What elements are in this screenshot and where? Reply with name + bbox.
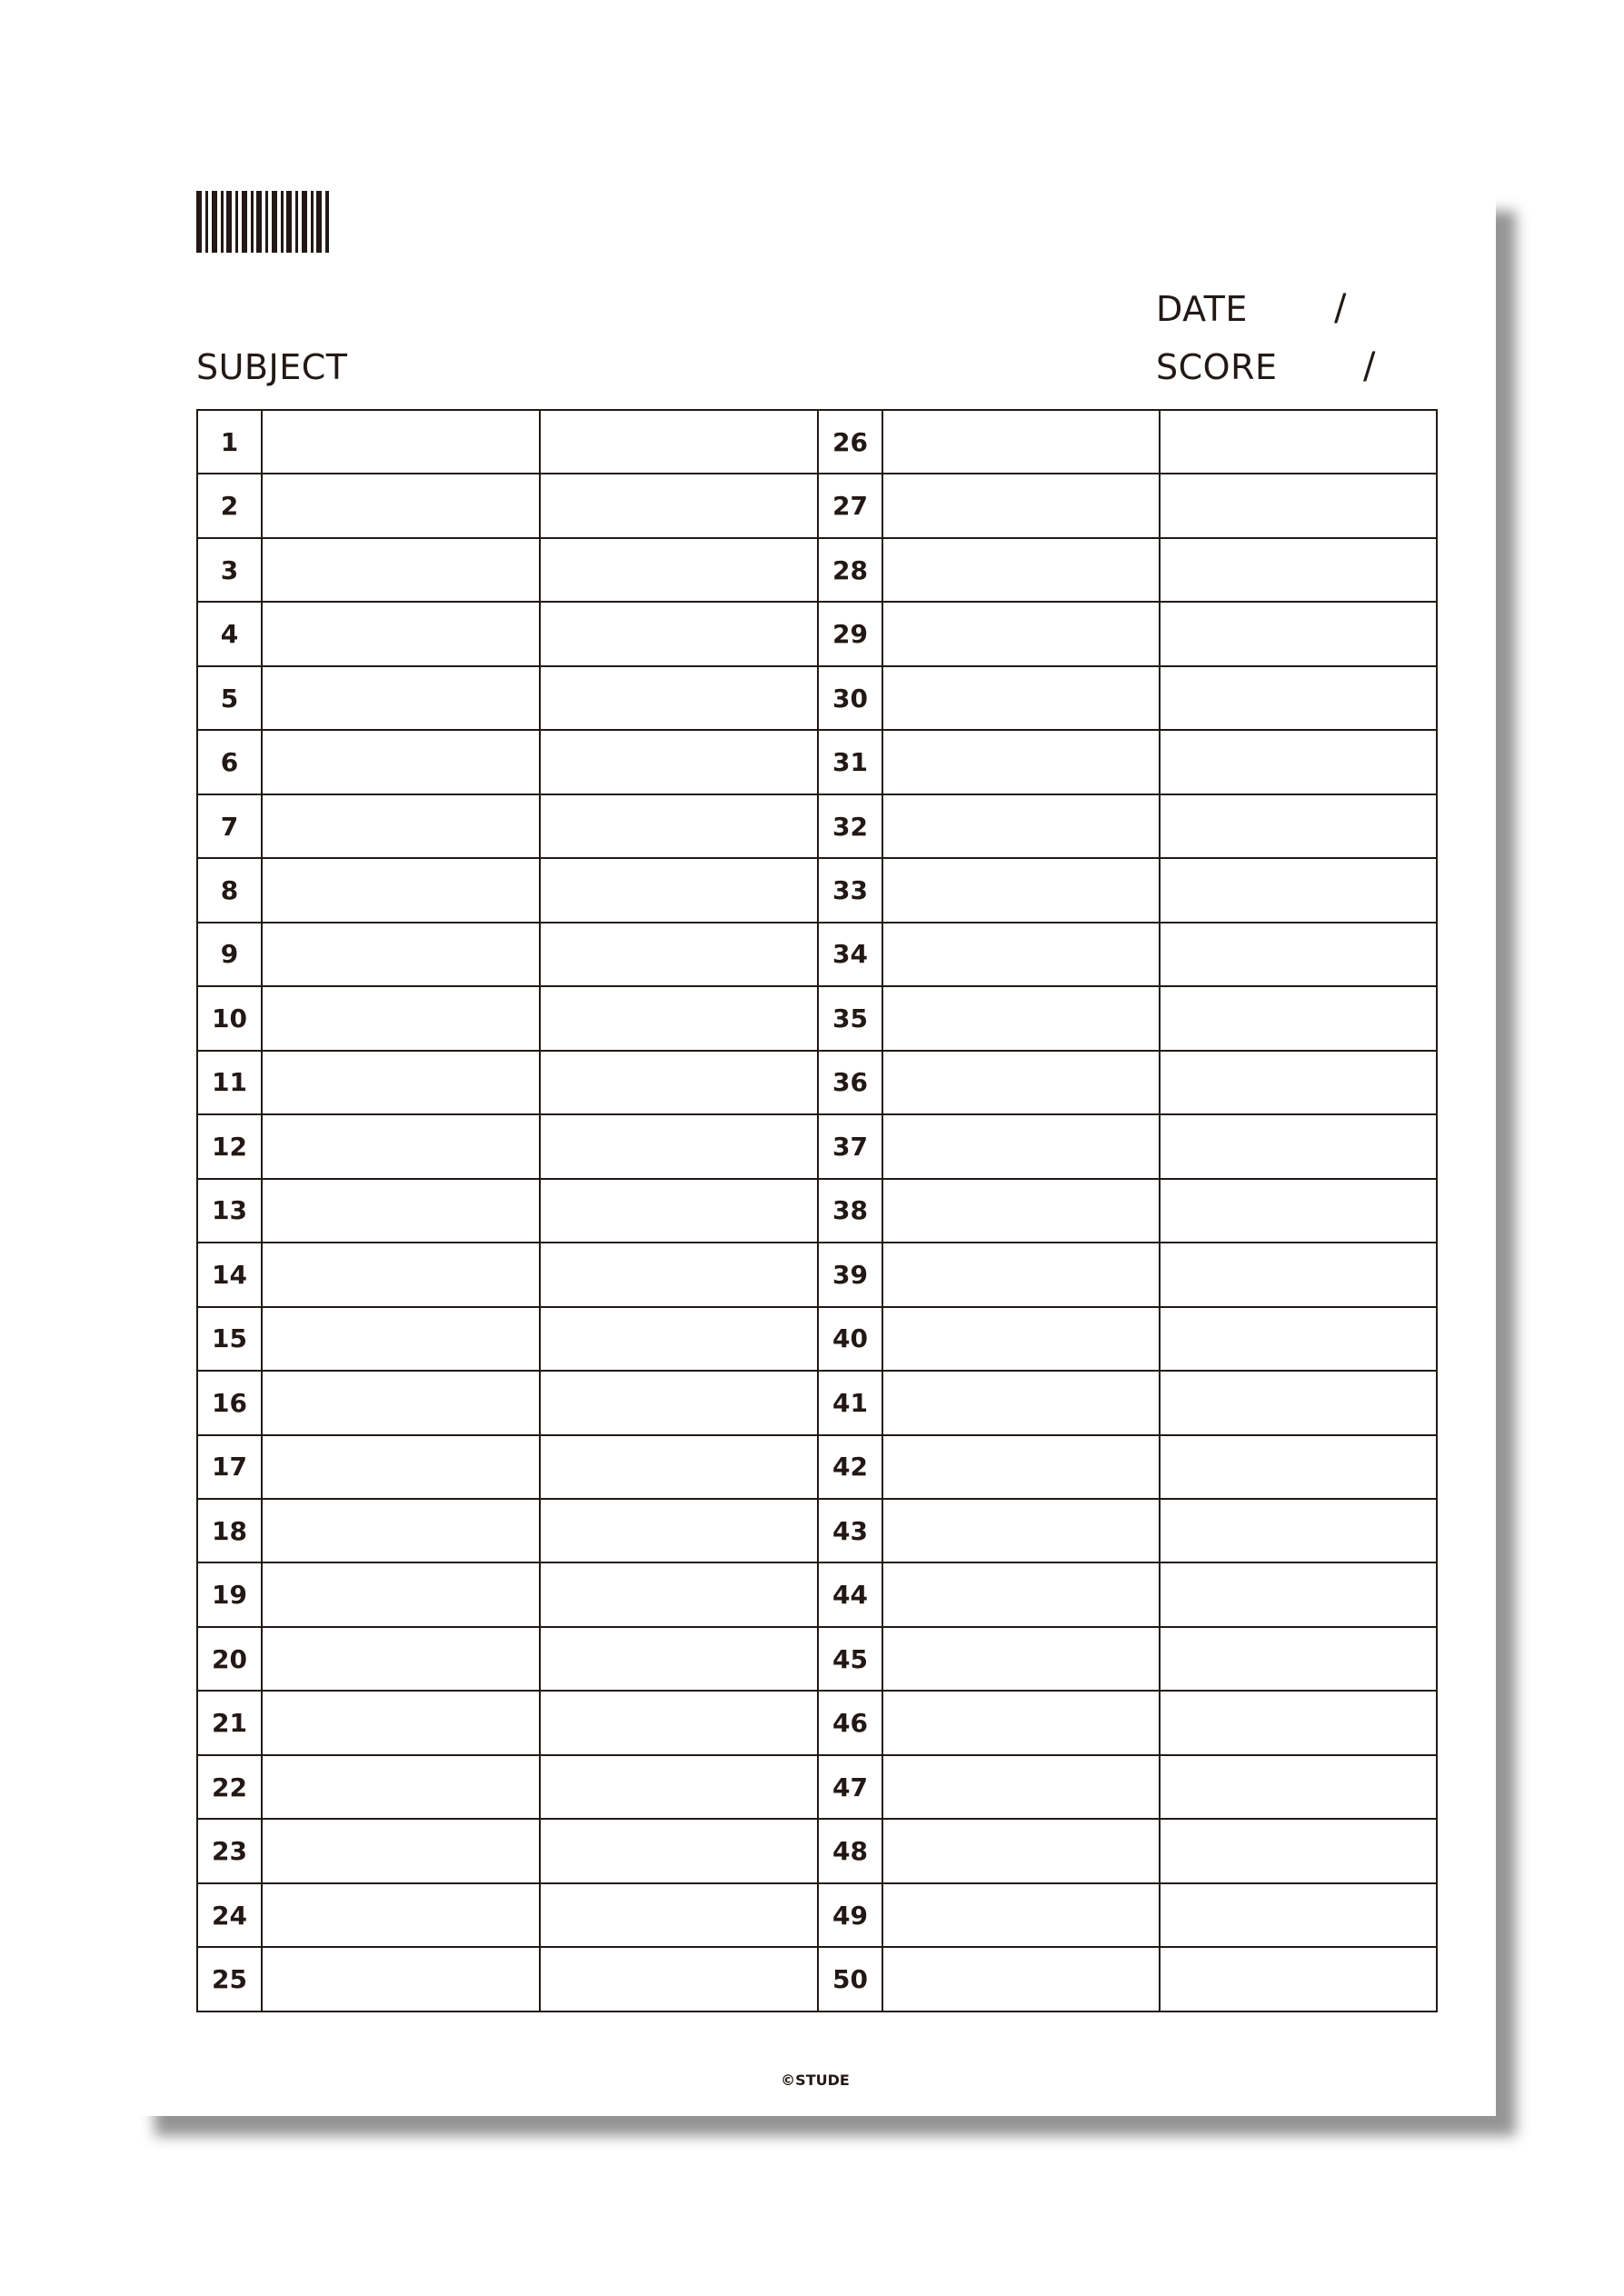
check-cell[interactable] bbox=[540, 1562, 818, 1626]
question-number-left: 3 bbox=[197, 538, 262, 602]
check-cell[interactable] bbox=[540, 666, 818, 730]
question-number-left: 24 bbox=[197, 1883, 262, 1947]
check-cell[interactable] bbox=[1160, 1243, 1437, 1306]
answer-cell[interactable] bbox=[262, 858, 540, 922]
check-cell[interactable] bbox=[1160, 730, 1437, 794]
question-number-right: 50 bbox=[818, 1947, 882, 2011]
question-number-right: 48 bbox=[818, 1819, 882, 1882]
check-cell[interactable] bbox=[540, 794, 818, 858]
table-row bbox=[197, 923, 1437, 986]
check-cell[interactable] bbox=[540, 1499, 818, 1562]
question-number-right: 26 bbox=[818, 410, 882, 474]
check-cell[interactable] bbox=[540, 858, 818, 922]
answer-cell[interactable] bbox=[882, 1755, 1160, 1819]
check-cell[interactable] bbox=[1160, 1499, 1437, 1562]
answer-cell[interactable] bbox=[262, 1691, 540, 1754]
question-number-right: 37 bbox=[818, 1114, 882, 1178]
question-number-right: 49 bbox=[818, 1883, 882, 1947]
answer-cell[interactable] bbox=[882, 1179, 1160, 1243]
question-number-right: 29 bbox=[818, 602, 882, 665]
answer-cell[interactable] bbox=[882, 923, 1160, 986]
answer-cell[interactable] bbox=[882, 794, 1160, 858]
score-label: SCORE bbox=[1156, 347, 1278, 387]
answer-sheet bbox=[135, 191, 1496, 2116]
check-cell[interactable] bbox=[540, 1179, 818, 1243]
question-number-right: 38 bbox=[818, 1179, 882, 1243]
answer-cell[interactable] bbox=[262, 1499, 540, 1562]
answer-cell[interactable] bbox=[262, 1883, 540, 1947]
question-number-left: 1 bbox=[197, 410, 262, 474]
answer-grid bbox=[196, 409, 1438, 2012]
question-number-left: 7 bbox=[197, 794, 262, 858]
score-separator: / bbox=[1363, 345, 1376, 387]
question-number-left: 23 bbox=[197, 1819, 262, 1882]
table-row bbox=[197, 538, 1437, 602]
copyright-text: ©STUDE bbox=[781, 2071, 850, 2089]
check-cell[interactable] bbox=[1160, 474, 1437, 537]
question-number-left: 5 bbox=[197, 666, 262, 730]
answer-cell[interactable] bbox=[882, 1435, 1160, 1499]
check-cell[interactable] bbox=[540, 1435, 818, 1499]
check-cell[interactable] bbox=[1160, 1051, 1437, 1114]
answer-cell[interactable] bbox=[262, 923, 540, 986]
table-row bbox=[197, 1499, 1437, 1562]
check-cell[interactable] bbox=[540, 923, 818, 986]
question-number-right: 36 bbox=[818, 1051, 882, 1114]
check-cell[interactable] bbox=[540, 1243, 818, 1306]
table-row bbox=[197, 1051, 1437, 1114]
question-number-right: 44 bbox=[818, 1562, 882, 1626]
question-number-right: 28 bbox=[818, 538, 882, 602]
answer-cell[interactable] bbox=[262, 1627, 540, 1691]
question-number-right: 41 bbox=[818, 1371, 882, 1434]
table-row bbox=[197, 1435, 1437, 1499]
check-cell[interactable] bbox=[1160, 858, 1437, 922]
check-cell[interactable] bbox=[1160, 1947, 1437, 2011]
answer-cell[interactable] bbox=[262, 986, 540, 1050]
check-cell[interactable] bbox=[540, 410, 818, 474]
answer-cell[interactable] bbox=[262, 1947, 540, 2011]
answer-cell[interactable] bbox=[882, 1243, 1160, 1306]
question-number-right: 39 bbox=[818, 1243, 882, 1306]
table-row bbox=[197, 1819, 1437, 1882]
check-cell[interactable] bbox=[1160, 1691, 1437, 1754]
check-cell[interactable] bbox=[1160, 1819, 1437, 1882]
answer-cell[interactable] bbox=[262, 1371, 540, 1434]
check-cell[interactable] bbox=[1160, 1179, 1437, 1243]
check-cell[interactable] bbox=[540, 1691, 818, 1754]
question-number-left: 22 bbox=[197, 1755, 262, 1819]
check-cell[interactable] bbox=[540, 1114, 818, 1178]
table-row bbox=[197, 858, 1437, 922]
question-number-right: 47 bbox=[818, 1755, 882, 1819]
answer-cell[interactable] bbox=[882, 858, 1160, 922]
question-number-left: 2 bbox=[197, 474, 262, 537]
answer-cell[interactable] bbox=[262, 1114, 540, 1178]
answer-cell[interactable] bbox=[262, 1435, 540, 1499]
check-cell[interactable] bbox=[540, 1307, 818, 1371]
question-number-left: 20 bbox=[197, 1627, 262, 1691]
check-cell[interactable] bbox=[540, 1627, 818, 1691]
check-cell[interactable] bbox=[540, 1051, 818, 1114]
table-row bbox=[197, 474, 1437, 537]
check-cell[interactable] bbox=[540, 1947, 818, 2011]
date-label: DATE bbox=[1156, 289, 1248, 329]
answer-cell[interactable] bbox=[882, 730, 1160, 794]
check-cell[interactable] bbox=[540, 1755, 818, 1819]
table-row bbox=[197, 602, 1437, 665]
answer-cell[interactable] bbox=[262, 1755, 540, 1819]
question-number-right: 27 bbox=[818, 474, 882, 537]
answer-cell[interactable] bbox=[262, 1243, 540, 1306]
check-cell[interactable] bbox=[540, 602, 818, 665]
answer-cell[interactable] bbox=[262, 1562, 540, 1626]
check-cell[interactable] bbox=[540, 538, 818, 602]
table-row bbox=[197, 1179, 1437, 1243]
answer-cell[interactable] bbox=[262, 538, 540, 602]
table-row bbox=[197, 666, 1437, 730]
question-number-right: 46 bbox=[818, 1691, 882, 1754]
table-row bbox=[197, 1883, 1437, 1947]
question-number-left: 9 bbox=[197, 923, 262, 986]
check-cell[interactable] bbox=[1160, 1562, 1437, 1626]
answer-cell[interactable] bbox=[262, 474, 540, 537]
check-cell[interactable] bbox=[1160, 666, 1437, 730]
question-number-left: 4 bbox=[197, 602, 262, 665]
table-row bbox=[197, 1243, 1437, 1306]
table-row bbox=[197, 730, 1437, 794]
question-number-right: 43 bbox=[818, 1499, 882, 1562]
question-number-right: 31 bbox=[818, 730, 882, 794]
check-cell[interactable] bbox=[1160, 923, 1437, 986]
answer-cell[interactable] bbox=[262, 1819, 540, 1882]
question-number-right: 34 bbox=[818, 923, 882, 986]
answer-cell[interactable] bbox=[882, 602, 1160, 665]
question-number-right: 40 bbox=[818, 1307, 882, 1371]
check-cell[interactable] bbox=[540, 986, 818, 1050]
answer-cell[interactable] bbox=[882, 1947, 1160, 2011]
check-cell[interactable] bbox=[540, 474, 818, 537]
answer-cell[interactable] bbox=[262, 1179, 540, 1243]
check-cell[interactable] bbox=[1160, 1307, 1437, 1371]
check-cell[interactable] bbox=[540, 730, 818, 794]
question-number-left: 6 bbox=[197, 730, 262, 794]
date-separator: / bbox=[1334, 287, 1347, 329]
answer-cell[interactable] bbox=[882, 1883, 1160, 1947]
question-number-left: 16 bbox=[197, 1371, 262, 1434]
table-row bbox=[197, 1691, 1437, 1754]
table-row bbox=[197, 1307, 1437, 1371]
answer-cell[interactable] bbox=[882, 1051, 1160, 1114]
answer-cell[interactable] bbox=[882, 1562, 1160, 1626]
answer-cell[interactable] bbox=[262, 1051, 540, 1114]
answer-cell[interactable] bbox=[882, 410, 1160, 474]
question-number-left: 19 bbox=[197, 1562, 262, 1626]
question-number-left: 25 bbox=[197, 1947, 262, 2011]
table-row bbox=[197, 1371, 1437, 1434]
question-number-right: 30 bbox=[818, 666, 882, 730]
answer-cell[interactable] bbox=[882, 1371, 1160, 1434]
question-number-right: 42 bbox=[818, 1435, 882, 1499]
table-row bbox=[197, 1562, 1437, 1626]
check-cell[interactable] bbox=[1160, 1627, 1437, 1691]
answer-cell[interactable] bbox=[882, 986, 1160, 1050]
question-number-right: 35 bbox=[818, 986, 882, 1050]
answer-cell[interactable] bbox=[262, 1307, 540, 1371]
check-cell[interactable] bbox=[1160, 1435, 1437, 1499]
check-cell[interactable] bbox=[1160, 1371, 1437, 1434]
answer-cell[interactable] bbox=[882, 1114, 1160, 1178]
table-row bbox=[197, 986, 1437, 1050]
answer-cell[interactable] bbox=[262, 666, 540, 730]
answer-cell[interactable] bbox=[882, 1307, 1160, 1371]
question-number-left: 21 bbox=[197, 1691, 262, 1754]
check-cell[interactable] bbox=[540, 1371, 818, 1434]
check-cell[interactable] bbox=[1160, 538, 1437, 602]
check-cell[interactable] bbox=[1160, 1883, 1437, 1947]
table-row bbox=[197, 1627, 1437, 1691]
question-number-right: 45 bbox=[818, 1627, 882, 1691]
question-number-left: 11 bbox=[197, 1051, 262, 1114]
answer-cell[interactable] bbox=[262, 794, 540, 858]
question-number-left: 15 bbox=[197, 1307, 262, 1371]
answer-cell[interactable] bbox=[882, 1627, 1160, 1691]
question-number-left: 8 bbox=[197, 858, 262, 922]
answer-cell[interactable] bbox=[882, 538, 1160, 602]
answer-cell[interactable] bbox=[262, 602, 540, 665]
question-number-right: 33 bbox=[818, 858, 882, 922]
table-row bbox=[197, 1947, 1437, 2011]
answer-cell[interactable] bbox=[882, 666, 1160, 730]
check-cell[interactable] bbox=[540, 1819, 818, 1882]
table-row bbox=[197, 1114, 1437, 1178]
table-row bbox=[197, 410, 1437, 474]
question-number-left: 14 bbox=[197, 1243, 262, 1306]
check-cell[interactable] bbox=[540, 1883, 818, 1947]
barcode-icon bbox=[196, 191, 329, 253]
answer-cell[interactable] bbox=[882, 474, 1160, 537]
answer-cell[interactable] bbox=[262, 410, 540, 474]
check-cell[interactable] bbox=[1160, 410, 1437, 474]
check-cell[interactable] bbox=[1160, 1114, 1437, 1178]
question-number-left: 13 bbox=[197, 1179, 262, 1243]
table-row bbox=[197, 1755, 1437, 1819]
question-number-left: 18 bbox=[197, 1499, 262, 1562]
question-number-left: 12 bbox=[197, 1114, 262, 1178]
check-cell[interactable] bbox=[1160, 986, 1437, 1050]
check-cell[interactable] bbox=[1160, 1755, 1437, 1819]
question-number-right: 32 bbox=[818, 794, 882, 858]
answer-cell[interactable] bbox=[882, 1819, 1160, 1882]
subject-label: SUBJECT bbox=[196, 347, 348, 387]
question-number-left: 10 bbox=[197, 986, 262, 1050]
answer-cell[interactable] bbox=[262, 730, 540, 794]
answer-cell[interactable] bbox=[882, 1691, 1160, 1754]
table-row bbox=[197, 794, 1437, 858]
question-number-left: 17 bbox=[197, 1435, 262, 1499]
answer-cell[interactable] bbox=[882, 1499, 1160, 1562]
check-cell[interactable] bbox=[1160, 794, 1437, 858]
check-cell[interactable] bbox=[1160, 602, 1437, 665]
